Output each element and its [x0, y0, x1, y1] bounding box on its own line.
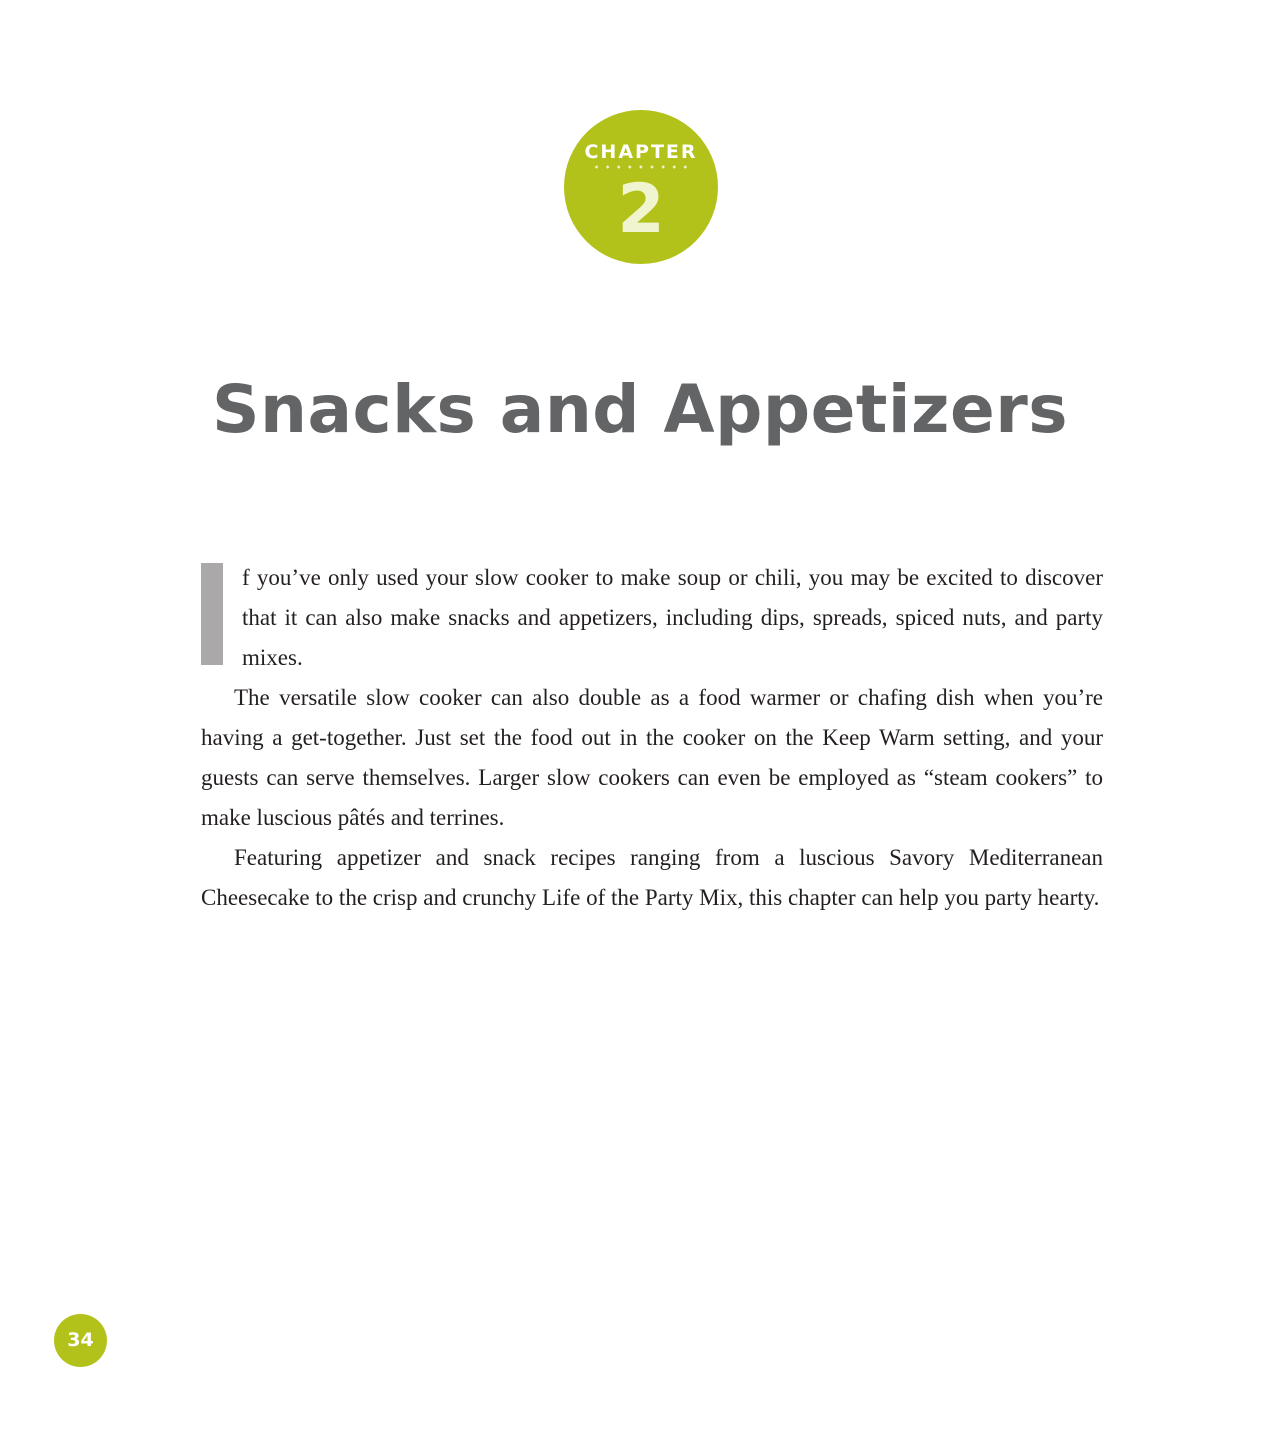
- paragraph-2: The versatile slow cooker can also double as a food warmer or chafing dish when you’re having a get-together. Just set the food out in the cooker on the Keep Warm setting, and your guests can serve themselves. Larger slow cookers can even be employed as “steam cookers” to make luscious pâtés and terrines.: [201, 685, 1103, 830]
- chapter-label: CHAPTER: [584, 141, 698, 163]
- chapter-title: Snacks and Appetizers: [211, 371, 1069, 448]
- dropcap-letter-i: [201, 563, 223, 665]
- chapter-number: 2: [617, 170, 665, 249]
- chapter-dots-divider: [591, 165, 691, 169]
- paragraph-3: Featuring appetizer and snack recipes ranging from a luscious Savory Mediterranean Cheesecake to the crisp and crunchy Life of the Party Mix, this chapter can help you party hearty.: [201, 845, 1103, 910]
- paragraph-1: f you’ve only used your slow cooker to make soup or chili, you may be excited to discover that it can also make snacks and appetizers, including dips, spreads, spiced nuts, and party mixes.: [242, 565, 1103, 670]
- page-number: 34: [54, 1314, 107, 1367]
- dropcap-paragraph: [201, 558, 1103, 678]
- chapter-intro-text: [201, 558, 1103, 918]
- chapter-badge: [564, 110, 718, 264]
